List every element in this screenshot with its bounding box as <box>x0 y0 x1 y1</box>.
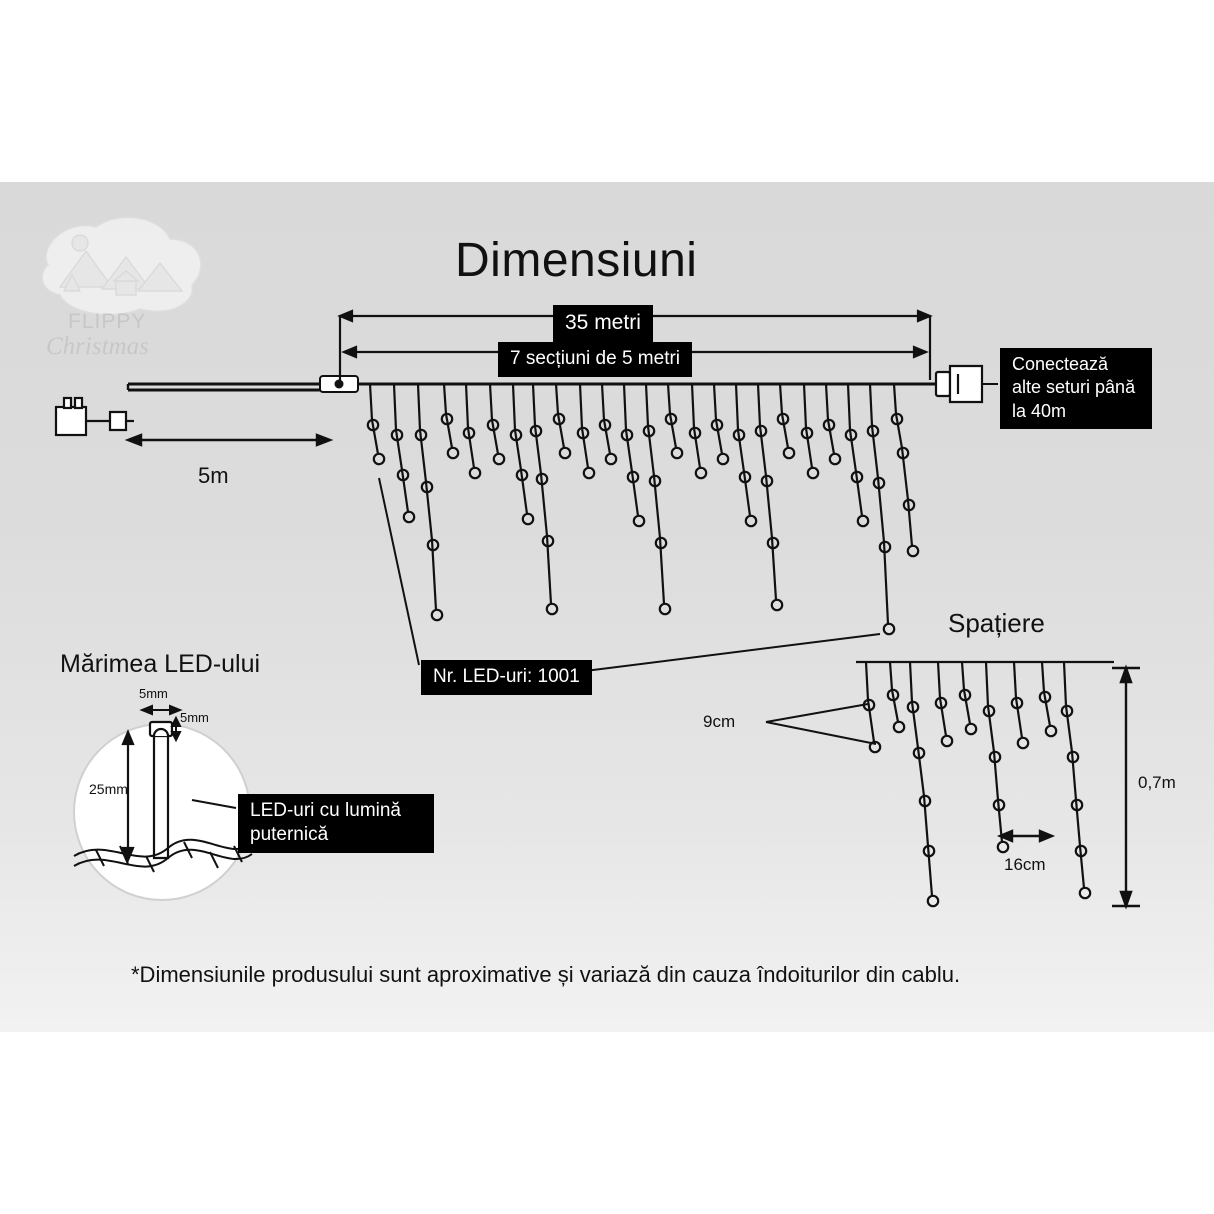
label-led-height: 5mm <box>180 710 209 725</box>
plug-icon <box>56 398 134 435</box>
page-title: Dimensiuni <box>455 234 698 287</box>
label-sections: 7 secțiuni de 5 metri <box>498 342 692 377</box>
label-lead-cable-length: 5m <box>198 463 229 488</box>
label-bright-leds: LED-uri cu lumină puternică <box>238 794 434 853</box>
label-spacing-title: Spațiere <box>948 608 1045 638</box>
brand-logo <box>20 205 225 380</box>
label-total-length: 35 metri <box>553 305 653 342</box>
logo-text-flippy: FLIPPY <box>68 310 147 333</box>
label-spacing-drop: 9cm <box>703 712 736 731</box>
label-connect-more-sets: Conectează alte seturi până la 40m <box>1000 348 1152 429</box>
footnote-text: *Dimensiunile produsului sunt aproximative și variază din cauza îndoiturilor din cablu. <box>131 962 961 987</box>
label-spacing-height: 0,7m <box>1138 773 1176 792</box>
logo-text-christmas: Christmas <box>46 333 149 360</box>
label-led-size-title: Mărimea LED-ului <box>60 650 261 678</box>
label-led-length: 25mm <box>89 781 128 797</box>
label-led-count: Nr. LED-uri: 1001 <box>421 660 592 695</box>
label-led-width: 5mm <box>139 686 168 701</box>
label-spacing-between: 16cm <box>1004 855 1046 874</box>
